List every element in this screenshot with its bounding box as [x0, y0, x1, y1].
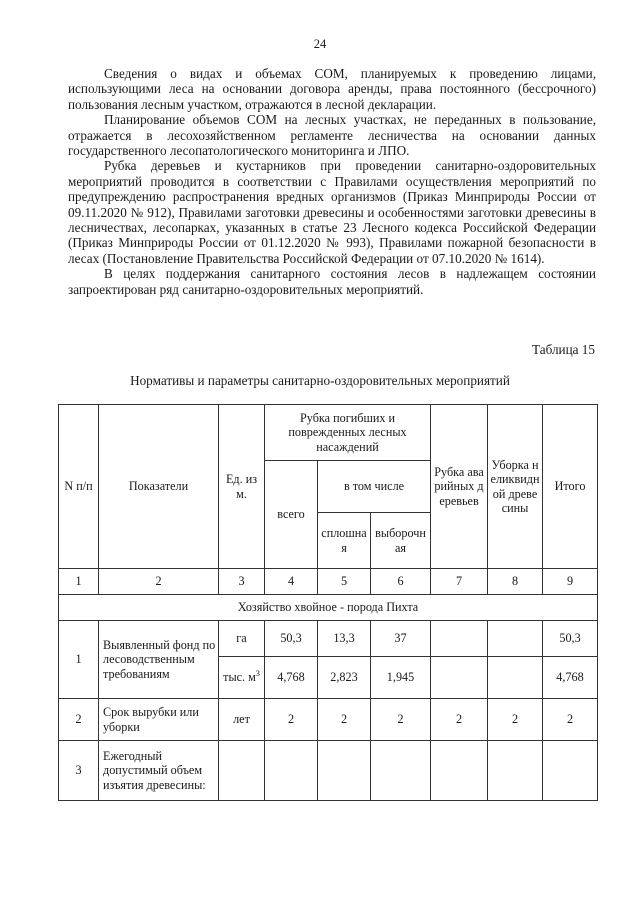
- cell-empty: [543, 741, 598, 801]
- header-grand-total: Итого: [543, 405, 598, 569]
- col-number: 3: [219, 569, 265, 595]
- paragraph: Планирование объемов СОМ на лесных участках, не переданных в пользование, отражается в лесохозяйственном регламенте лесничества на основании данных государственного лесопатологического мониторинга и ЛПО.: [68, 112, 596, 159]
- header-total: всего: [265, 461, 318, 569]
- cell-unit: тыс. $м^3$: [219, 657, 265, 699]
- col-number: 4: [265, 569, 318, 595]
- body-text: [68, 66, 596, 297]
- table-row: [59, 741, 598, 801]
- page-number: 24: [313, 37, 327, 51]
- header-emergency: Рубка аварийных деревьев: [431, 405, 488, 569]
- column-numbers-row: [59, 569, 598, 595]
- col-number: 1: [59, 569, 99, 595]
- norms-table: [58, 404, 598, 801]
- cell-empty: [265, 741, 318, 801]
- col-number: 9: [543, 569, 598, 595]
- header-clear: сплошная: [318, 513, 371, 569]
- cell-total: 50,3: [265, 621, 318, 657]
- header-indicators: Показатели: [99, 405, 219, 569]
- paragraph: Сведения о видах и объемах СОМ, планируемых к проведению лицами, использующими леса на основании договора аренды, права постоянного (бессрочного) пользования лесным участком, отражаются в лесной декларации.: [68, 66, 596, 112]
- cell-total: 2: [265, 699, 318, 741]
- paragraph: Рубка деревьев и кустарников при проведении санитарно-оздоровительных мероприятий проводится в соответствии с Правилами осуществления мероприятий по предупреждению распространения вредных организмов (Приказ Минприроды России от 09.11.2020 № 912), Правилами заготовки древесины и особенностями заготовки древесины в лесничествах, лесопарках, указанных в статье 23 Лесного кодекса Российской Федерации (Приказ Минприроды России от 01.12.2020 № 993), Правилами пожарной безопасности в лесах (Постановление Правительства Российской Федерации от 07.10.2020 № 1614).: [68, 158, 596, 266]
- cell-emergency: [431, 657, 488, 699]
- table-caption: Таблица 15: [532, 342, 595, 357]
- cell-clear: 2: [318, 699, 371, 741]
- cell-clear: 13,3: [318, 621, 371, 657]
- cell-selective: 2: [371, 699, 431, 741]
- cell-empty: [431, 741, 488, 801]
- section-row: Хозяйство хвойное - порода Пихта: [59, 595, 598, 621]
- cell-empty: [318, 741, 371, 801]
- cell-grand-total: 50,3: [543, 621, 598, 657]
- table-row: [59, 699, 598, 741]
- header-cleanup: Уборка неликвидной древесины: [488, 405, 543, 569]
- header-num: N п/п: [59, 405, 99, 569]
- col-number: 7: [431, 569, 488, 595]
- cell-grand-total: 2: [543, 699, 598, 741]
- row-num: 2: [59, 699, 99, 741]
- table-title: Нормативы и параметры санитарно-оздоровительных мероприятий: [130, 373, 510, 388]
- table-row: [59, 621, 598, 657]
- col-number: 5: [318, 569, 371, 595]
- col-number: 8: [488, 569, 543, 595]
- paragraph: В целях поддержания санитарного состояния лесов в надлежащем состоянии запроектирован ряд санитарно-оздоровительных мероприятий.: [68, 266, 596, 297]
- cell-selective: 37: [371, 621, 431, 657]
- cell-selective: 1,945: [371, 657, 431, 699]
- cell-unit: лет: [219, 699, 265, 741]
- row-label: Ежегодный допустимый объем изъятия древесины:: [99, 741, 219, 801]
- header-including: в том числе: [318, 461, 431, 513]
- row-label: Выявленный фонд по лесоводственным требованиям: [99, 621, 219, 699]
- cell-unit: га: [219, 621, 265, 657]
- cell-empty: [219, 741, 265, 801]
- cell-emergency: [431, 621, 488, 657]
- cell-empty: [488, 741, 543, 801]
- cell-total: 4,768: [265, 657, 318, 699]
- cell-emergency: 2: [431, 699, 488, 741]
- cell-cleanup: 2: [488, 699, 543, 741]
- header-unit: Ед. изм.: [219, 405, 265, 569]
- cell-grand-total: 4,768: [543, 657, 598, 699]
- cell-cleanup: [488, 657, 543, 699]
- row-num: 3: [59, 741, 99, 801]
- cell-clear: 2,823: [318, 657, 371, 699]
- cell-cleanup: [488, 621, 543, 657]
- header-selective: выборочная: [371, 513, 431, 569]
- cell-empty: [371, 741, 431, 801]
- col-number: 6: [371, 569, 431, 595]
- row-label: Срок вырубки или уборки: [99, 699, 219, 741]
- col-number: 2: [99, 569, 219, 595]
- row-num: 1: [59, 621, 99, 699]
- header-felling-dead: Рубка погибших и поврежденных лесных насаждений: [265, 405, 431, 461]
